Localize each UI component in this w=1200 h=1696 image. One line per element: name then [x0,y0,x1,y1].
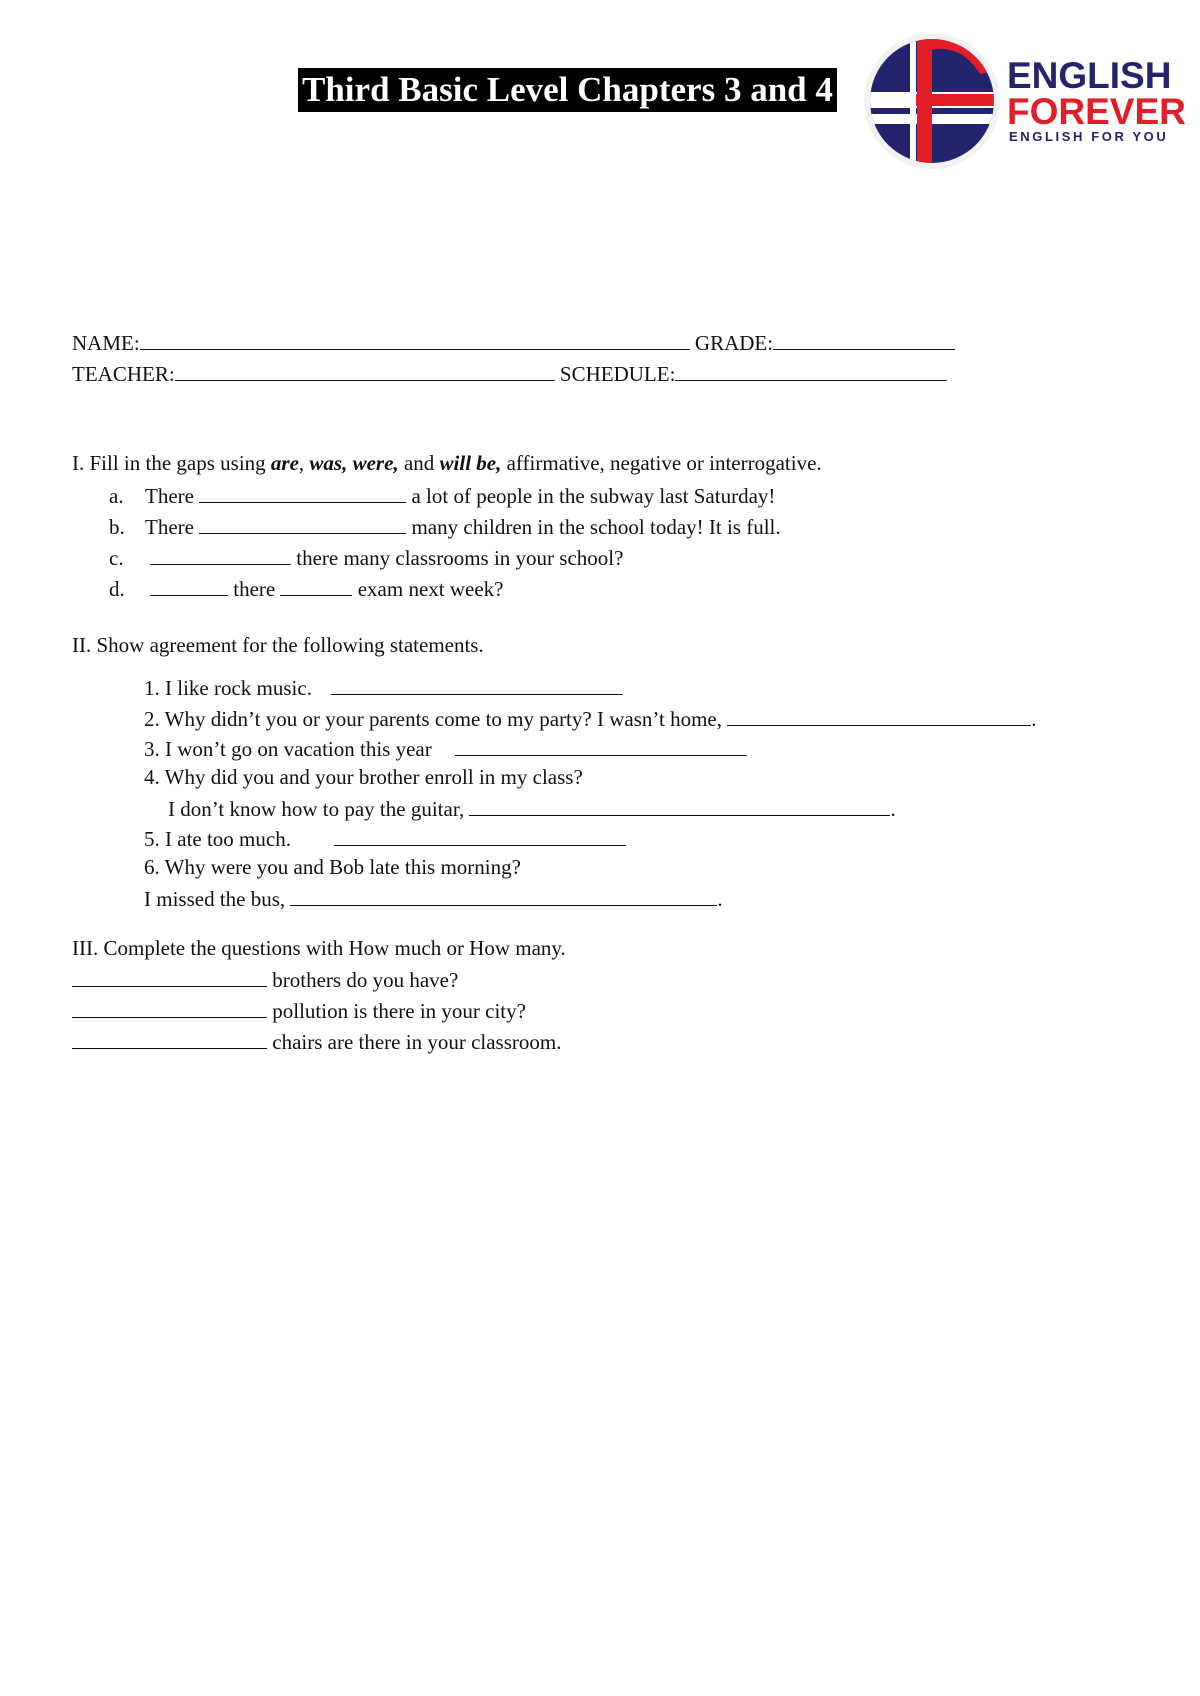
answer-blank[interactable] [72,1028,267,1049]
section2-item-3: 3. I won’t go on vacation this year [144,735,747,762]
answer-blank[interactable] [199,482,406,503]
answer-blank[interactable] [150,544,291,565]
section1-item-b: b. There many children in the school today! It is full. [109,514,781,539]
teacher-field[interactable] [175,360,555,381]
answer-blank[interactable] [150,575,228,596]
section3-heading: III. Complete the questions with How much or How many. [72,936,566,960]
section1-item-a: a. There a lot of people in the subway last Saturday! [109,483,776,508]
section1-item-d: d. there exam next week? [109,576,504,601]
section2-item-2: 2. Why didn’t you or your parents come to my party? I wasn’t home, . [144,706,1037,731]
name-label: NAME: [72,330,140,355]
section3-item-3: chairs are there in your classroom. [72,1028,561,1055]
english-forever-logo [862,32,1187,170]
schedule-field[interactable] [675,360,947,381]
section2-item-6: 6. Why were you and Bob late this morning? [144,855,521,879]
name-field[interactable] [140,329,690,350]
section1-heading: I. Fill in the gaps using are, was, were, and will be, affirmative, negative or interrogative. [72,451,822,475]
section2-item-6-answer: I missed the bus, . [144,886,723,911]
answer-blank[interactable] [469,795,890,816]
section3-item-1: brothers do you have? [72,966,458,993]
answer-blank[interactable] [72,997,267,1018]
answer-blank[interactable] [290,885,717,906]
answer-blank[interactable] [72,966,267,987]
logo-line1: ENGLISH [1007,55,1172,96]
teacher-row [72,360,947,387]
section2-heading: II. Show agreement for the following statements. [72,633,484,657]
logo-tagline: ENGLISH FOR YOU [1009,129,1169,144]
name-row [72,329,955,356]
section2-item-4: 4. Why did you and your brother enroll in my class? [144,765,583,789]
section3-item-2: pollution is there in your city? [72,997,526,1024]
grade-label: GRADE: [694,330,774,355]
answer-blank[interactable] [199,513,406,534]
page-title: Third Basic Level Chapters 3 and 4 [298,68,837,112]
section2-item-4-answer: I don’t know how to pay the guitar, . [168,796,896,821]
section2-item-5: 5. I ate too much. [144,825,626,852]
grade-field[interactable] [773,329,955,350]
section1-item-c: c. there many classrooms in your school? [109,545,624,570]
answer-blank[interactable] [455,735,747,756]
answer-blank[interactable] [334,825,626,846]
logo-line2: FOREVER [1007,91,1186,132]
answer-blank[interactable] [727,705,1031,726]
answer-blank[interactable] [280,575,352,596]
section2-item-1: 1. I like rock music. [144,674,623,701]
schedule-label: SCHEDULE: [559,361,676,386]
answer-blank[interactable] [331,674,623,695]
logo-emblem-icon [862,32,1187,170]
teacher-label: TEACHER: [72,361,175,386]
